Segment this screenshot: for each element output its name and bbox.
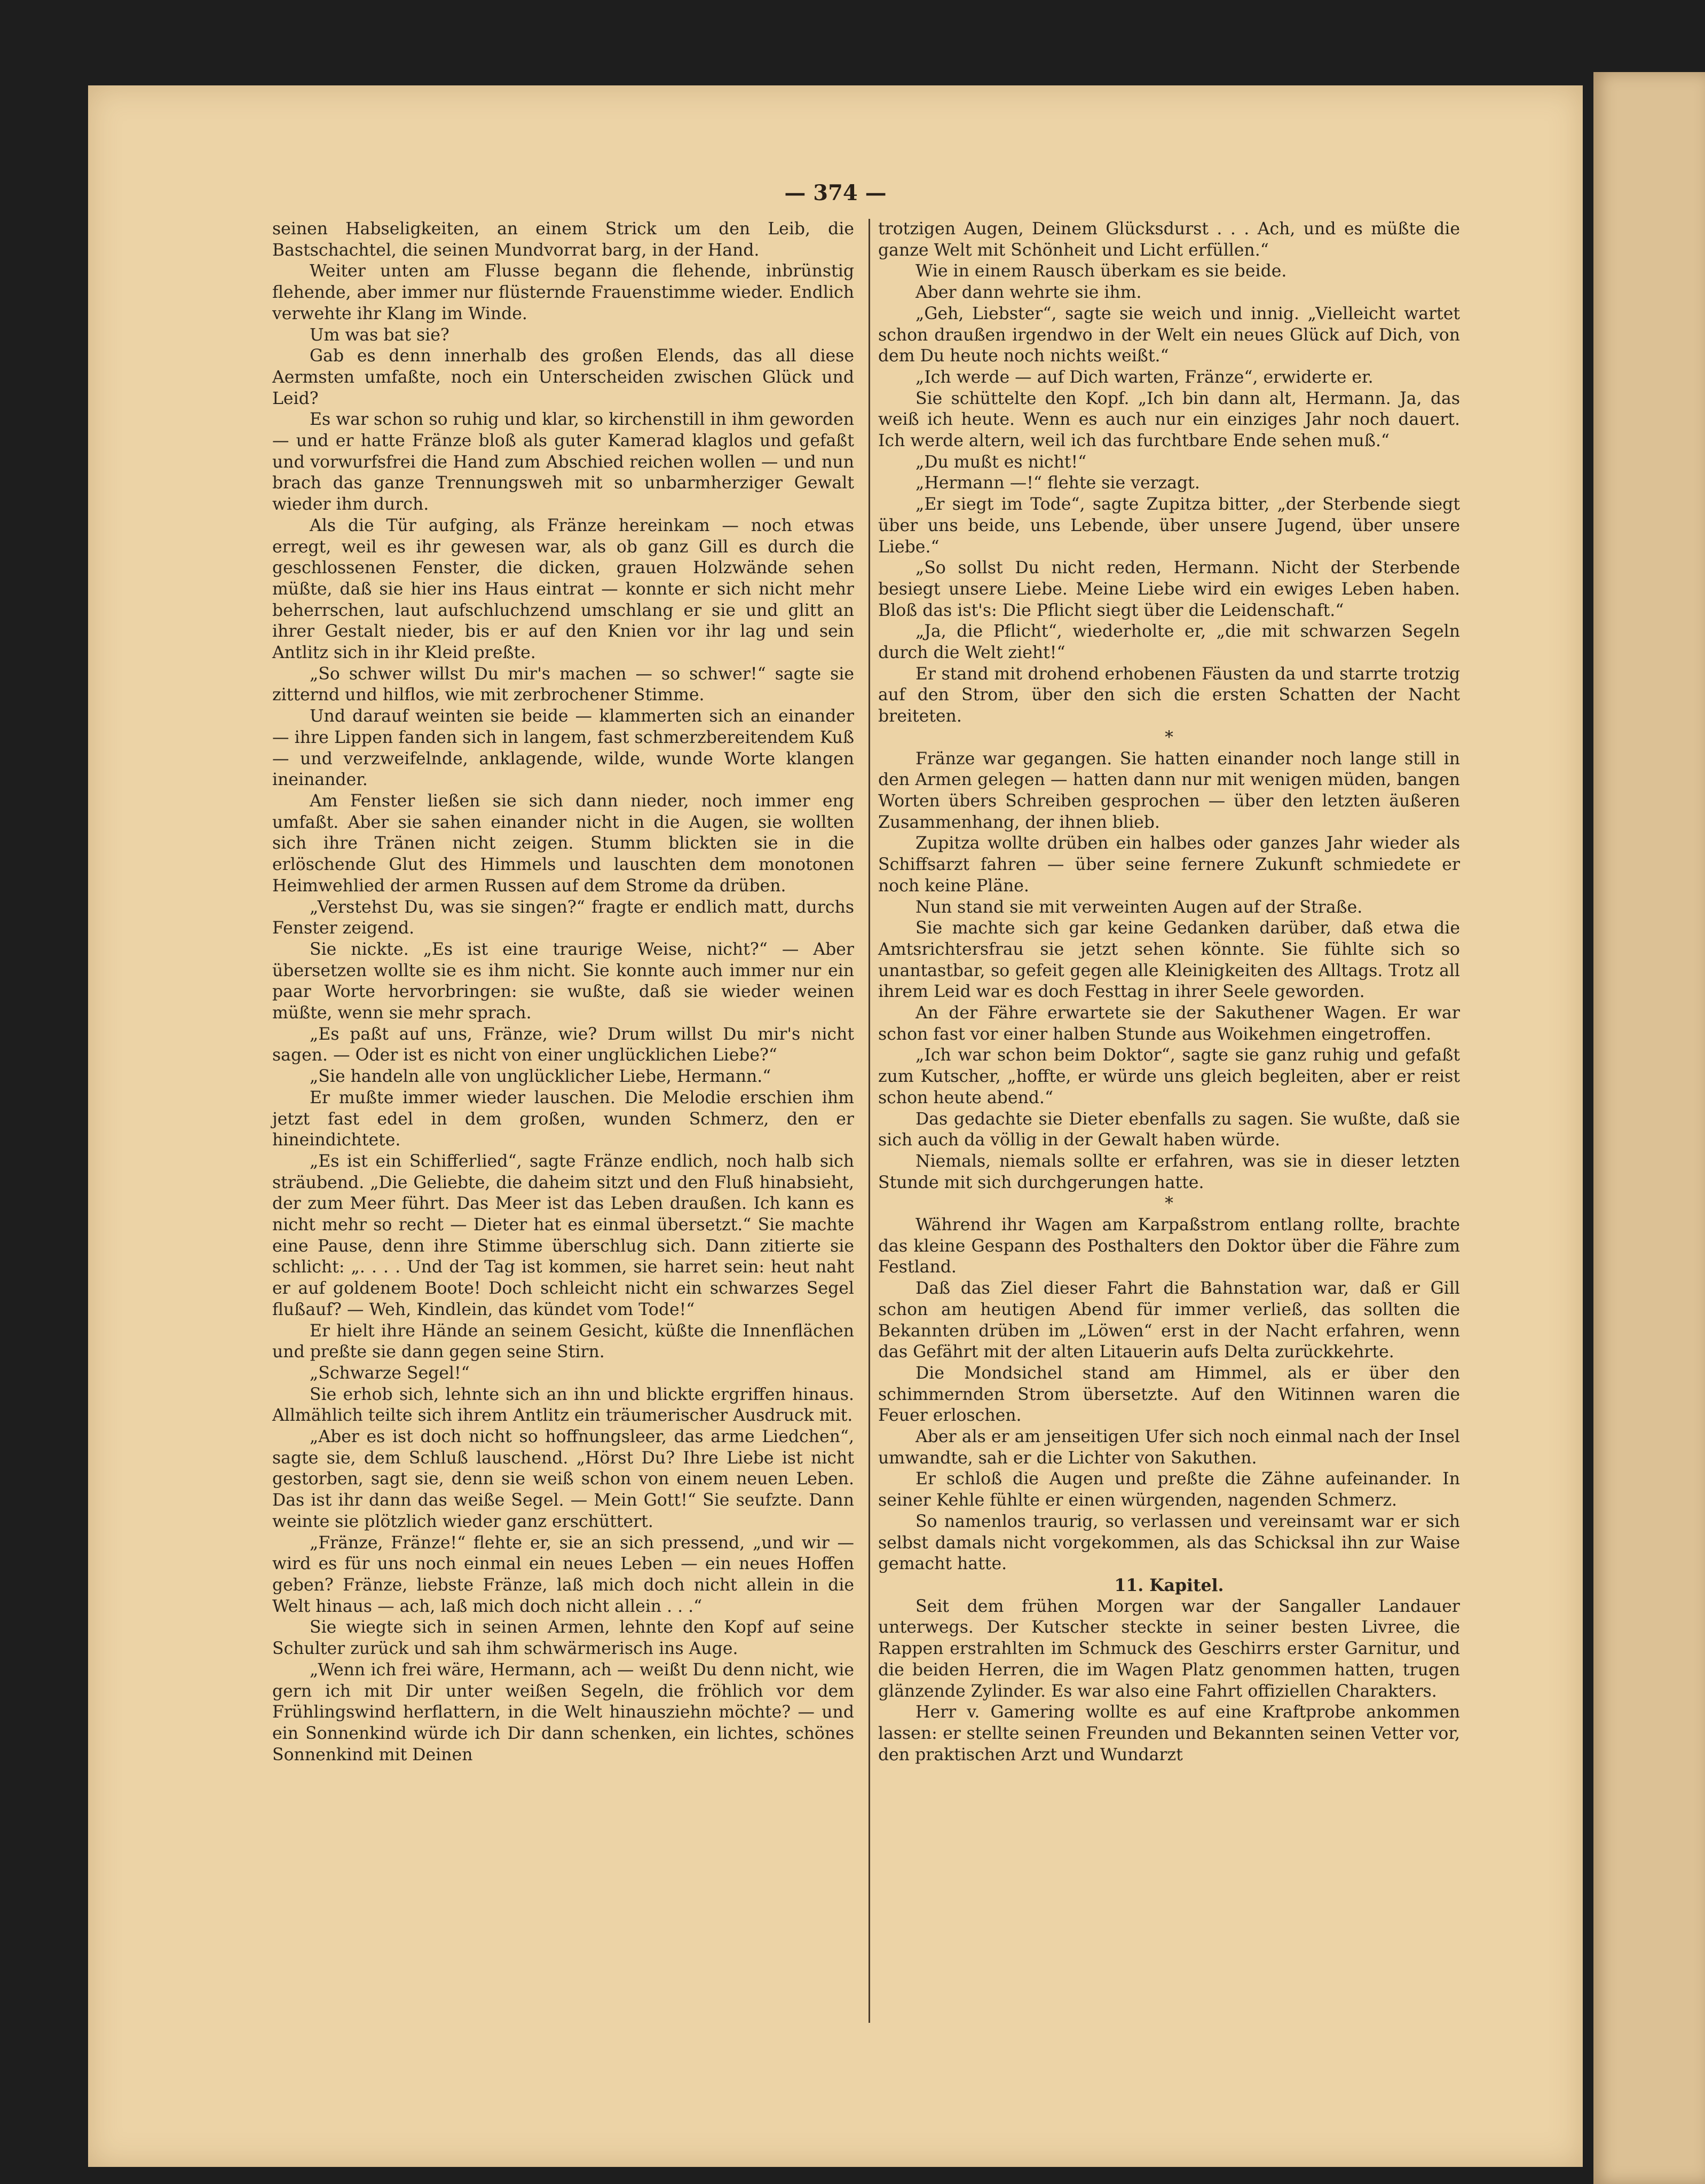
- paragraph: Daß das Ziel dieser Fahrt die Bahnstation war, daß er Gill schon am heutigen Abend für immer verließ, das sollten die Bekannten drüben im „Löwen“ erst in der Nacht erfahren, wenn das Gefährt mit der alten Litauerin aufs Delta zurückkehrte.: [878, 1279, 1460, 1362]
- paragraph: Sie schüttelte den Kopf. „Ich bin dann alt, Hermann. Ja, das weiß ich heute. Wenn es auch nur ein einziges Jahr noch dauert. Ich werde altern, weil ich das furchtbare Ende sehen muß.“: [878, 389, 1460, 451]
- paragraph: Es war schon so ruhig und klar, so kirchenstill in ihm geworden — und er hatte Fränze bloß als guter Kamerad klaglos und gefaßt und vorwurfsfrei die Hand zum Abschied reichen wollen — und nun brach das ganze Trennungsweh mit so unbarmherziger Gewalt wieder ihm durch.: [272, 410, 854, 515]
- paragraph: „Ich war schon beim Doktor“, sagte sie ganz ruhig und gefaßt zum Kutscher, „hoffte, er würde uns gleich begleiten, aber er reist schon heute abend.“: [878, 1046, 1460, 1107]
- paragraph: Herr v. Gamering wollte es auf eine Kraftprobe ankommen lassen: er stellte seinen Freunden und Bekannten seinen Vetter vor, den praktischen Arzt und Wundarzt: [878, 1703, 1460, 1764]
- paragraph: Sie nickte. „Es ist eine traurige Weise, nicht?“ — Aber übersetzen wollte sie es ihm nicht. Sie konnte auch immer nur ein paar Worte hervorbringen: sie wußte, daß sie wieder weinen müßte, wenn sie mehr sprach.: [272, 939, 854, 1023]
- paragraph: „Du mußt es nicht!“: [915, 452, 1087, 472]
- paragraph: So namenlos traurig, so verlassen und vereinsamt war er sich selbst damals nicht vorgekommen, als das Schicksal ihn zur Waise gemacht hatte.: [878, 1512, 1460, 1574]
- paragraph: Sie wiegte sich in seinen Armen, lehnte den Kopf auf seine Schulter zurück und sah ihm schwärmerisch ins Auge.: [272, 1618, 854, 1659]
- paragraph: Sie machte sich gar keine Gedanken darüber, daß etwa die Amtsrichtersfrau sie jetzt sehen könnte. Sie fühlte sich so unantastbar, so gefeit gegen alle Kleinigkeiten des Alltags. Trotz all ihrem Leid war es doch Festtag in ihrer Seele geworden.: [878, 919, 1460, 1002]
- paragraph: „Schwarze Segel!“: [310, 1363, 470, 1383]
- paragraph: „Er siegt im Tode“, sagte Zupitza bitter, „der Sterbende siegt über uns beide, uns Lebende, über unsere Jugend, über unsere Liebe.“: [878, 495, 1460, 557]
- paragraph: seinen Habseligkeiten, an einem Strick um den Leib, die Bastschachtel, die seinen Mundvorrat barg, in der Hand.: [272, 219, 854, 260]
- paragraph: Am Fenster ließen sie sich dann nieder, noch immer eng umfaßt. Aber sie sahen einander nicht in die Augen, sie wollten sich ihre Tränen nicht zeigen. Stumm blickten sie in die erlöschende Glut des Himmels und lauschten dem monotonen Heimwehlied der armen Russen auf dem Strome da drüben.: [272, 791, 854, 896]
- adjacent-page-edge: [1593, 72, 1705, 2184]
- paragraph: „So sollst Du nicht reden, Hermann. Nicht der Sterbende besiegt unsere Liebe. Meine Liebe wird ein ewiges Leben haben. Bloß das ist's: Die Pflicht siegt über die Leidenschaft.“: [878, 558, 1460, 620]
- paragraph: „Ja, die Pflicht“, wiederholte er, „die mit schwarzen Segeln durch die Welt zieht!“: [878, 622, 1460, 663]
- paragraph: Um was bat sie?: [310, 325, 449, 345]
- paragraph: Niemals, niemals sollte er erfahren, was sie in dieser letzten Stunde mit sich durchgerungen hatte.: [878, 1151, 1460, 1192]
- paragraph: „Verstehst Du, was sie singen?“ fragte er endlich matt, durchs Fenster zeigend.: [272, 897, 854, 938]
- paragraph: trotzigen Augen, Deinem Glücksdurst . . . Ach, und es müßte die ganze Welt mit Schönheit und Licht erfüllen.“: [878, 219, 1460, 260]
- paragraph: Gab es denn innerhalb des großen Elends, das all diese Aermsten umfaßte, noch ein Unterscheiden zwischen Glück und Leid?: [272, 346, 854, 408]
- paragraph: Aber als er am jenseitigen Ufer sich noch einmal nach der Insel umwandte, sah er die Lichter von Sakuthen.: [878, 1427, 1460, 1468]
- left-column: [272, 219, 854, 1766]
- paragraph: Aber dann wehrte sie ihm.: [915, 283, 1142, 303]
- section-separator: *: [1165, 727, 1173, 747]
- paragraph: Während ihr Wagen am Karpaßstrom entlang rollte, brachte das kleine Gespann des Posthalters den Doktor über die Fähre zum Festland.: [878, 1215, 1460, 1277]
- paragraph: An der Fähre erwartete sie der Sakuthener Wagen. Er war schon fast vor einer halben Stunde aus Woikehmen eingetroffen.: [878, 1003, 1460, 1044]
- paragraph: Wie in einem Rausch überkam es sie beide.: [915, 262, 1287, 281]
- page-number: — 374 —: [784, 180, 887, 205]
- paragraph: Er stand mit drohend erhobenen Fäusten da und starrte trotzig auf den Strom, über den sich die ersten Schatten der Nacht breiteten.: [878, 664, 1460, 726]
- paragraph: Als die Tür aufging, als Fränze hereinkam — noch etwas erregt, weil es ihr gewesen war, als ob ganz Gill es durch die geschlossenen Fenster, die dicken, grauen Holzwände sehen müßte, daß sie hier ins Haus eintrat — konnte er sich nicht mehr beherrschen, laut aufschluchzend umschlang er sie und glitt an ihrer Gestalt nieder, bis er auf den Knien vor ihr lag und sein Antlitz sich in ihr Kleid preßte.: [272, 516, 854, 663]
- chapter-heading: 11. Kapitel.: [1114, 1576, 1224, 1595]
- paragraph: Zupitza wollte drüben ein halbes oder ganzes Jahr wieder als Schiffsarzt fahren — über seine fernere Zukunft schmiedete er noch keine Pläne.: [878, 834, 1460, 896]
- paragraph: „Es ist ein Schifferlied“, sagte Fränze endlich, noch halb sich sträubend. „Die Geliebte, die daheim sitzt und den Fluß hinabsieht, der zum Meer führt. Das Meer ist das Leben draußen. Ich kann es nicht mehr so recht — Dieter hat es einmal übersetzt.“ Sie machte eine Pause, denn ihre Stimme überschlug sich. Dann zitierte sie schlicht: „. . . . Und der Tag ist kommen, sie harret sein: heut naht er auf goldenem Boote! Doch schleicht nicht ein schwarzes Segel flußauf? — Weh, Kindlein, das kündet vom Tode!“: [272, 1151, 854, 1319]
- right-column: [878, 219, 1460, 1766]
- paragraph: „Hermann —!“ flehte sie verzagt.: [915, 473, 1200, 493]
- paragraph: Fränze war gegangen. Sie hatten einander noch lange still in den Armen gelegen — hatten dann nur mit wenigen müden, bangen Worten übers Schreiben gesprochen — über den letzten äußeren Zusammenhang, der ihnen blieb.: [878, 749, 1460, 832]
- column-divider: [869, 219, 870, 2023]
- newspaper-page: [88, 85, 1583, 2167]
- paragraph: Nun stand sie mit verweinten Augen auf der Straße.: [915, 897, 1363, 917]
- paragraph: „Sie handeln alle von unglücklicher Liebe, Hermann.“: [310, 1067, 771, 1087]
- paragraph: Er hielt ihre Hände an seinem Gesicht, küßte die Innenflächen und preßte sie dann gegen seine Stirn.: [272, 1321, 854, 1362]
- paragraph: „Fränze, Fränze!“ flehte er, sie an sich pressend, „und wir — wird es für uns noch einmal ein neues Leben — ein neues Hoffen geben? Fränze, liebste Fränze, laß mich doch nicht allein in die Welt hinaus — ach, laß mich doch nicht allein . . .“: [272, 1533, 854, 1616]
- paragraph: „Aber es ist doch nicht so hoffnungsleer, das arme Liedchen“, sagte sie, dem Schluß lauschend. „Hörst Du? Ihre Liebe ist nicht gestorben, sagt sie, denn sie weiß schon von einem neuen Leben. Das ist ihr dann das weiße Segel. — Mein Gott!“ Sie seufzte. Dann weinte sie plötzlich wieder ganz erschüttert.: [272, 1427, 854, 1531]
- paragraph: Seit dem frühen Morgen war der Sangaller Landauer unterwegs. Der Kutscher steckte in seiner besten Livree, die Rappen erstrahlten im Schmuck des Geschirrs erster Garnitur, und die beiden Herren, die im Wagen Platz genommen hatten, trugen glänzende Zylinder. Es war also eine Fahrt offiziellen Charakters.: [878, 1596, 1460, 1701]
- paragraph: „Es paßt auf uns, Fränze, wie? Drum willst Du mir's nicht sagen. — Oder ist es nicht von einer unglücklichen Liebe?“: [272, 1024, 854, 1065]
- paragraph: Das gedachte sie Dieter ebenfalls zu sagen. Sie wußte, daß sie sich auch da völlig in der Gewalt haben würde.: [878, 1109, 1460, 1150]
- paragraph: Sie erhob sich, lehnte sich an ihn und blickte ergriffen hinaus. Allmählich teilte sich ihrem Antlitz ein träumerischer Ausdruck mit.: [272, 1384, 854, 1426]
- paragraph: „Ich werde — auf Dich warten, Fränze“, erwiderte er.: [915, 367, 1374, 387]
- paragraph: „Wenn ich frei wäre, Hermann, ach — weißt Du denn nicht, wie gern ich mit Dir unter weißen Segeln, die fröhlich vor dem Frühlingswind herflattern, in die Welt hinausziehn möchte? — und ein Sonnenkind würde ich Dir dann schenken, ein lichtes, schönes Sonnenkind mit Deinen: [272, 1660, 854, 1764]
- paragraph: Er schloß die Augen und preßte die Zähne aufeinander. In seiner Kehle fühlte er einen würgenden, nagenden Schmerz.: [878, 1469, 1460, 1510]
- paragraph: Die Mondsichel stand am Himmel, als er über den schimmernden Strom übersetzte. Auf den Witinnen waren die Feuer erloschen.: [878, 1363, 1460, 1426]
- section-separator: *: [1165, 1194, 1173, 1214]
- paragraph: „So schwer willst Du mir's machen — so schwer!“ sagte sie zitternd und hilflos, wie mit zerbrochener Stimme.: [272, 664, 854, 705]
- paragraph: Weiter unten am Flusse begann die flehende, inbrünstig flehende, aber immer nur flüsternde Frauenstimme wieder. Endlich verwehte ihr Klang im Winde.: [272, 262, 854, 323]
- paragraph: Er mußte immer wieder lauschen. Die Melodie erschien ihm jetzt fast edel in dem großen, wunden Schmerz, den er hineindichtete.: [272, 1088, 854, 1150]
- paragraph: „Geh, Liebster“, sagte sie weich und innig. „Vielleicht wartet schon draußen irgendwo in der Welt ein neues Glück auf Dich, von dem Du heute noch nichts weißt.“: [878, 304, 1460, 366]
- paragraph: Und darauf weinten sie beide — klammerten sich an einander — ihre Lippen fanden sich in langem, fast schmerzbereitendem Kuß — und verzweifelnde, anklagende, wilde, wunde Worte klangen ineinander.: [272, 707, 854, 790]
